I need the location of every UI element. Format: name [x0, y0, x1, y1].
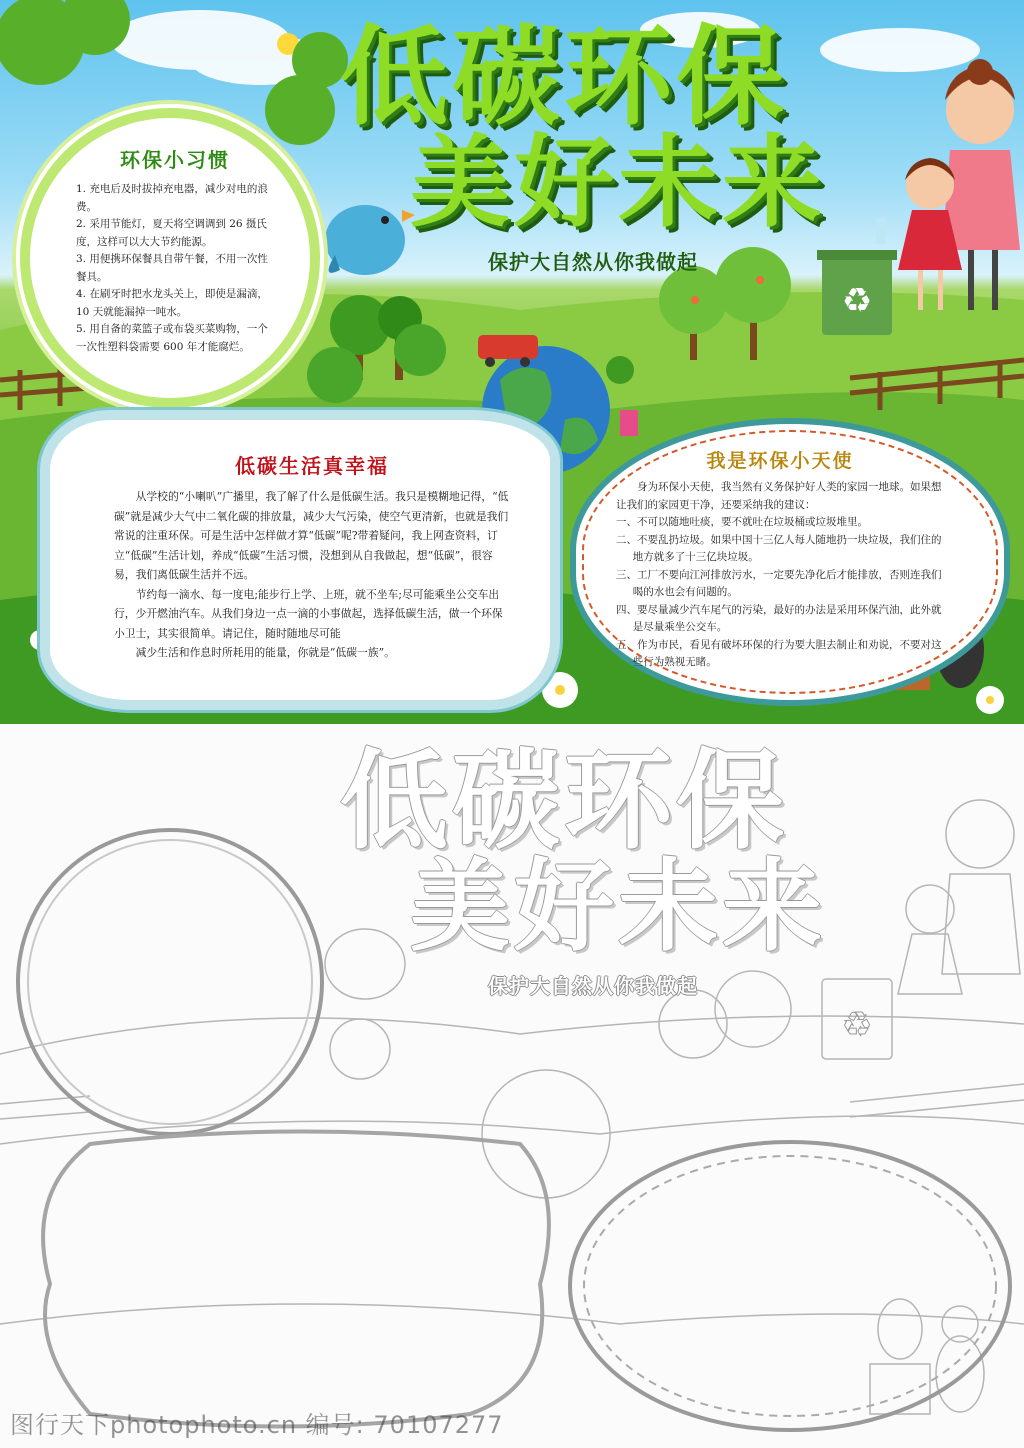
mother-outline: [946, 800, 1014, 868]
habits-box: [20, 108, 320, 408]
habits-item: 1. 充电后及时拔掉充电器，减少对电的浪费。: [76, 183, 268, 213]
bird-outline: [325, 929, 405, 999]
svg-text:♻: ♻: [841, 1005, 873, 1045]
habits-item: 4. 在刷牙时把水龙头关上，即使是漏滴，10 天就能漏掉一吨水。: [76, 288, 268, 318]
habits-item: 5. 用自备的菜篮子或布袋买菜购物，一个一次性塑料袋需要 600 年才能腐烂。: [76, 323, 268, 353]
habits-list: [76, 181, 274, 356]
hill-outline: [0, 1116, 1024, 1144]
angel-item: 四、要尽量减少汽车尾气的污染，最好的办法是采用环保汽油，此外就是尽量乘坐公交车。: [616, 603, 942, 633]
line-art-panel: [0, 724, 1024, 1448]
happy-life-frame-outline: [43, 1132, 549, 1427]
happy-life-paragraph: 减少生活和作息时所耗用的能量，你就是“低碳一族”。: [135, 646, 395, 659]
happy-life-text: [114, 487, 510, 663]
habits-item: 2. 采用节能灯，夏天将空调调到 26 摄氏度，这样可以大大节约能源。: [76, 218, 267, 248]
habits-title: 环保小习惯: [120, 148, 230, 172]
angel-item: 五、作为市民，看见有破坏环保的行为要大胆去制止和劝说，不要对这些行为熟视无睹。: [616, 638, 942, 668]
title-line-1: 低碳环保: [340, 15, 789, 140]
angel-item: 二、不要乱扔垃圾。如果中国十三亿人每人随地扔一块垃圾，我们住的地方就多了十三亿块垃圾。: [616, 533, 942, 563]
bird-icon: [325, 205, 415, 275]
fence-outline: [0, 1084, 1024, 1119]
happy-life-title: 低碳生活真幸福: [235, 454, 389, 478]
cat-outline: [936, 1336, 984, 1412]
angel-item: 一、不可以随地吐痰，要不就吐在垃圾桶或垃圾堆里。: [616, 516, 868, 528]
habits-frame-outline: [18, 830, 322, 1134]
happy-life-box: [40, 410, 560, 710]
subtitle: 保护大自然从你我做起: [488, 250, 698, 274]
line-art-title-line-1: 低碳环保: [340, 739, 789, 864]
svg-text:♻: ♻: [841, 281, 873, 321]
habits-item: 3. 用便携环保餐具自带午餐，不用一次性餐具。: [76, 253, 268, 283]
train-icon: [478, 335, 538, 359]
angel-frame-outline: [570, 1142, 1010, 1430]
earth-outline: [482, 1070, 610, 1198]
angel-box: [570, 418, 1010, 706]
happy-life-paragraph: 从学校的“小喇叭”广播里，我了解了什么是低碳生活。我只是模糊地记得，“低碳”就是减少大气中二氧化碳的排放量，减少大气污染，使空气更清新，也就是我们常说的注重环保。可是生活中怎样做才算“低碳”呢?带着疑问，我上网查资料，订立“低碳”生活计划，养成“低碳”生活习惯，没想到从自我做起，想“低碳”，很容易，我们离低碳生活并不远。: [114, 490, 509, 581]
cactus-pot-outline: [870, 1364, 930, 1414]
recycle-bin-icon: [817, 250, 897, 335]
bottle-icon: [876, 218, 886, 244]
angel-intro: 身为环保小天使，我当然有义务保护好人类的家园一地球。如果想让我们的家园更干净，还要采纳我的建议：: [616, 481, 942, 511]
angel-text: [616, 479, 944, 672]
angel-title: 我是环保小天使: [706, 450, 854, 472]
angel-item: 三、工厂不要向江河排放污水，一定要先净化后才能排放，否则连我们喝的水也会有问题的。: [616, 568, 942, 598]
building-icon: [620, 410, 638, 436]
line-art-subtitle: 保护大自然从你我做起: [488, 974, 698, 998]
happy-life-paragraph: 节约每一滴水、每一度电;能步行上学、上班，就不坐车;尽可能乘坐公交车出行，少开燃油汽车。从我们身边一点一滴的小事做起，选择低碳生活，做一个环保小卫士，其实很简单。请记住，随时随地尽可能: [114, 587, 503, 640]
grass-outline: [0, 1304, 1024, 1324]
line-art-title-line-2: 美好未来: [410, 848, 826, 965]
title-line-2: 美好未来: [410, 124, 826, 241]
watermark: 图行天下photophoto.cn 编号: 70107277: [10, 1411, 504, 1439]
